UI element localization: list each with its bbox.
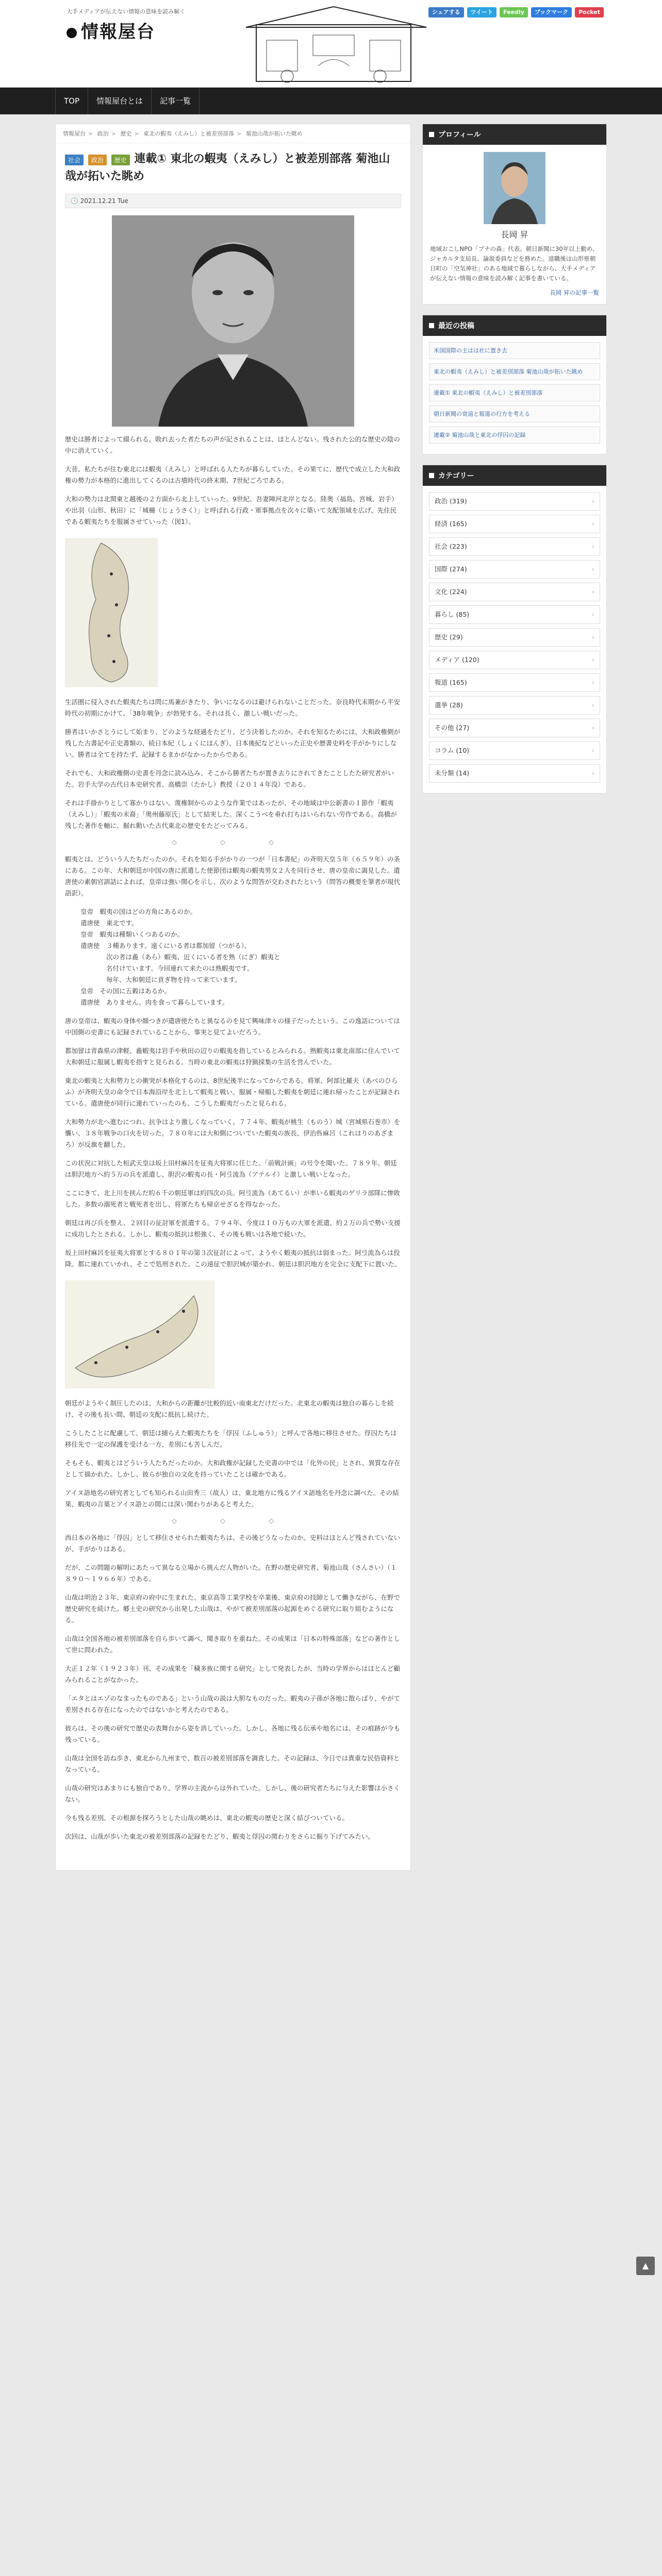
- category-item[interactable]: [429, 515, 600, 533]
- paragraph: 東北の蝦夷と大和勢力との衝突が本格化するのは、8世紀後半になってからである。将軍、阿部比羅夫（あべのひらふ）が斉明天皇の命令で日本海沿岸を北上して蝦夷と戦い、服属・帰順した蝦夷を朝廷に連れ帰ったことが記録されている。遣唐使が同行に連れていったのも、こうした蝦夷だったと見られる。: [65, 1077, 401, 1107]
- category-item[interactable]: [429, 651, 600, 669]
- paragraph: それは手掛かりとして寡かりはない。蔑権制からのような作業ではあったが、その地域は中公新書の１節作「蝦夷（えみし）」「蝦夷の末裔」「奥州藤原氏」として結実した。深くこうべを垂れ打ちはいられない労作である。高橋が残した著作を軸に、掘れ動いた古代東北の歴史をたどってみる。: [65, 799, 397, 829]
- post-date-text: 2021.12.21 Tue: [80, 197, 128, 205]
- chevron-right-icon: ›: [592, 769, 594, 777]
- share-facebook-button[interactable]: シェアする: [428, 7, 464, 18]
- chevron-right-icon: ›: [592, 611, 594, 618]
- breadcrumb-current: 菊池山哉が拓いた眺め: [245, 130, 303, 137]
- post-title-block: [56, 143, 410, 191]
- paragraph: 大昔、私たちが住む東北には蝦夷（えみし）と呼ばれる人たちが暮らしていた。その果てに、歴代で成立した大和政権の勢力が本格的に進出してくるのは古墳時代の終末期、7世紀ごろである。: [65, 465, 401, 484]
- paragraph: 大正１２年（１９２３年）刊、その成果を「穢多族に関する研究」として発表したが、当時の学界からはほとんど顧みられることがなかった。: [65, 1665, 401, 1684]
- paragraph: 山哉は全国各地の被差別部落を自ら歩いて調べ、聞き取りを重ねた。その成果は「日本の特殊部落」などの著作として世に問われた。: [65, 1635, 401, 1654]
- header-illustration: [225, 4, 457, 87]
- paragraph: 坂上田村麻呂を征夷大将軍とする８０１年の第３次征討によって、ようやく蝦夷の抵抗は弱まった。阿弖流為らは投降。都に連れていかれ、そこで処刑された。この遠征で胆沢城が築かれ、朝廷は胆沢地方を完全に支配下に置いた。: [65, 1249, 401, 1268]
- category-count: (27): [456, 724, 470, 732]
- article-main: [55, 124, 411, 1871]
- paragraph: 山哉は明治２３年、東京府の府中に生まれた。東京高等工業学校を卒業後、東京府の技師として働きながら、在野で歴史研究を続けた。郷土史の研究から出発した山哉は、やがて被差別部落の起源をめぐる研究に取り組むようになる。: [65, 1594, 401, 1624]
- paragraph: だが、この問題の解明にあたって異なる立場から挑んだ人物がいた。在野の歴史研究者、菊池山哉（さんさい）（１８９０〜１９６６年）である。: [65, 1564, 397, 1583]
- category-label: 社会: [435, 543, 448, 550]
- widget-marker-icon: [429, 132, 434, 137]
- category-count: (85): [456, 611, 470, 618]
- recent-post-link[interactable]: 朝日新聞の衰退と報道の行方を考える: [429, 405, 600, 422]
- paragraph: 大和勢力が北へ進むにつれ、抗争はより激しくなっていく。７７４年、蝦夷が桃生（ものう）城（宮城県石巻市）を襲い、３８年戦争の口火を切った。７８０年には大和側についていた蝦夷の族長、伊治呰麻呂（これはりのあざまろ）が反旗を翻した。: [65, 1118, 401, 1148]
- profile-widget: [422, 124, 607, 304]
- tag-society[interactable]: 社会: [65, 155, 84, 165]
- paragraph: 山哉は全国を訪ね歩き、東北から九州まで、数百の被差別部落を調査した。その記録は、今日では貴重な民俗資料となっている。: [65, 1754, 400, 1773]
- chevron-right-icon: ›: [592, 701, 594, 709]
- paragraph: 朝廷は再び兵を整え、２回目の征討軍を派遣する。７９４年、今度は１０万もの大軍を派遣、約２万の兵で勢い支援に成功したとされる。しかし、蝦夷の抵抗は根強く、その後も戦いは各地で続いた。: [65, 1219, 401, 1238]
- category-count: (274): [450, 565, 467, 573]
- dialog-line: 次の者は麁（あら）蝦夷、近くにいる者を熟（にぎ）蝦夷と: [80, 953, 280, 961]
- recent-widget-title: [423, 315, 606, 336]
- category-count: (120): [462, 656, 479, 664]
- paragraph: 今も残る差別。その根源を探ろうとした山哉の眺めは、東北の蝦夷の歴史と深く結びついている。: [65, 1814, 349, 1822]
- paragraph: アイヌ語地名の研究者としても知られる山田秀三（故人）は、東北地方に残るアイヌ語地名を丹念に調べた。その結果、蝦夷の言葉とアイヌ語との間には深い関わりがあると考えた。: [65, 1489, 399, 1508]
- category-label: 経済: [435, 520, 448, 528]
- category-item[interactable]: [429, 583, 600, 601]
- paragraph: 西日本の各地に「俘囚」として移住させられた蝦夷たちは、その後どうなったのか。史料はほとんど残されていないが、手がかりはある。: [65, 1534, 401, 1553]
- tag-politics[interactable]: 政治: [88, 155, 107, 165]
- widget-marker-icon: [429, 323, 434, 328]
- dialog-line: 皇帝 その国に五穀はあるか。: [80, 987, 171, 995]
- category-label: その他: [435, 724, 454, 732]
- section-divider: ◇ ◇ ◇: [171, 1517, 295, 1525]
- category-count: (223): [450, 543, 467, 550]
- category-label: 政治: [435, 497, 448, 505]
- paragraph: ここにきて、北上川を挟んだ約６千の朝廷軍は約四次の兵。阿弖流為（あてるい）が率いる蝦夷のゲリラ部隊に惨敗した。多数の溺死者と戦死者を出し、将軍たちも帰京せざるを得なかった。: [65, 1189, 400, 1208]
- category-label: メディア: [435, 656, 460, 664]
- category-label: 国際: [435, 565, 448, 573]
- category-label: 暮らし: [435, 611, 454, 618]
- map-figure-1: [65, 538, 158, 687]
- recent-posts-widget: [422, 315, 607, 454]
- sidebar: [422, 124, 607, 1871]
- site-logo[interactable]: [67, 18, 155, 43]
- nav-about[interactable]: 情報屋台とは: [88, 88, 152, 114]
- breadcrumb: 情報屋台 > 政治 > 歴史 > 東北の蝦夷（えみし）と被差別部落 > 菊池山哉が拓いた眺め: [56, 124, 410, 143]
- category-label: 歴史: [435, 633, 448, 641]
- category-count: (165): [450, 679, 467, 686]
- category-label: 報道: [435, 679, 448, 686]
- paragraph: 蝦夷とは、どういう人たちだったのか。それを知る手がかりの一つが「日本書紀」の斉明天皇５年（６５９年）の条にある。この年、大和朝廷が中国の唐に派遣した使節団は蝦夷の蝦夷男女２人を同行させ、唐の皇帝に謁見した。遣唐使の素朝官訓話によれば、皇帝は強い関心を示し、次のような問答が交わされたという（問答の概要を筆者が現代語訳）。: [65, 855, 401, 897]
- chevron-right-icon: ›: [592, 520, 594, 528]
- share-twitter-button[interactable]: ツイート: [467, 7, 496, 18]
- category-item[interactable]: [429, 605, 600, 624]
- chevron-right-icon: ›: [592, 543, 594, 550]
- category-item[interactable]: [429, 560, 600, 579]
- category-count: (29): [450, 633, 463, 641]
- paragraph: それでも、大和政権側の史書を丹念に読み込み、そこから勝者たちが置き去りにされてきたことしたた研究者がいた。岩手大学の古代日本史研究者、高橋崇（たかし）教授（２０１４年没）である。: [65, 769, 394, 788]
- recent-post-link[interactable]: 東北の蝦夷（えみし）と被差別部落 菊池山哉が拓いた眺め: [429, 363, 600, 380]
- paragraph: 勝者はいかさとうにして始まり、どのような経過をたどり、どう決着したのか。それを知るためには、大和政権側が残した古書記や正史書類の、続日本紀（しょくにほんぎ）、日本後紀などといった正史や歴書史料を手がかりにしない。勝者は全てを持たず、記録するまかがなかったからである。: [65, 728, 401, 758]
- profile-name: 長岡 昇: [501, 230, 528, 240]
- portrait-photo: [112, 215, 354, 427]
- chevron-right-icon: ›: [592, 656, 594, 664]
- breadcrumb-home[interactable]: 情報屋台: [63, 130, 86, 137]
- dialog-line: 皇帝 蝦夷の国はどの方角にあるのか。: [80, 908, 197, 916]
- paragraph: この状況に対抗した桓武天皇は坂上田村麻呂を征夷大将軍に任じた。「前戦計画」の号令を聞いた。７８９年、朝廷は胆沢地方へ約５万の兵を派遣し、胆沢の蝦夷の長・阿弖流為（アテルイ）と激しい戦いとなった。: [65, 1159, 397, 1178]
- tag-history[interactable]: 歴史: [111, 155, 130, 165]
- category-item[interactable]: [429, 628, 600, 647]
- post-date: 🕓 2021.12.21 Tue: [65, 194, 401, 208]
- recent-post-link[interactable]: 連載① 東北の蝦夷（えみし）と被差別部落: [429, 384, 600, 401]
- chevron-right-icon: ›: [592, 588, 594, 596]
- category-count: (165): [450, 520, 467, 528]
- paragraph: 大和の勢力は北関東と越後の２方面から北上していった。9世紀、吾妻陣河北岸となる。陸奥（福島、宮城、岩手）や出羽（山形、秋田）に「城柵（じょうさく）」と呼ばれる行政・軍事拠点を次々に築いて支配領域を広げ、先住民である蝦夷たちを服属させていった（図1）。: [65, 495, 398, 526]
- category-widget: [422, 465, 607, 793]
- share-hatena-button[interactable]: ブックマーク: [531, 7, 572, 18]
- chevron-right-icon: ›: [592, 497, 594, 505]
- breadcrumb-history[interactable]: 歴史: [120, 130, 132, 137]
- chevron-right-icon: ›: [592, 724, 594, 732]
- category-item[interactable]: [429, 537, 600, 556]
- paragraph: こうしたことに配慮して、朝廷は捕らえた蝦夷たちを「俘囚（ふしゅう）」と呼んで各地に移住させた。俘囚たちは移住先で一定の保護を受ける一方、差別にも苦しんだ。: [65, 1429, 397, 1448]
- category-label: 文化: [435, 588, 448, 596]
- logo-dot-icon: [67, 28, 77, 38]
- dialog-line: 遣唐使 ありません。肉を食って暮らしています。: [80, 998, 229, 1006]
- chevron-right-icon: ›: [592, 679, 594, 686]
- article-body: [56, 434, 410, 1842]
- paragraph: 彼らは、その後の研究で歴史の表舞台から姿を消していった。しかし、各地に残る伝承や地名には、その痕跡が今も残っている。: [65, 1724, 401, 1743]
- paragraph: 山哉の研究はあまりにも独自であり、学界の主流からは外れていた。しかし、後の研究者たちに与えた影響は小さくない。: [65, 1784, 401, 1803]
- dialog-line: 遣唐使 東北です。: [80, 919, 138, 927]
- paragraph: 唐の皇帝は、蝦夷の身体や顔つきが遣唐使たちと異なるのを見て興味津々の様子だったという。この逸話については中国側の史書にも記録されていることから、事実と見てよいだろう。: [65, 1017, 400, 1036]
- category-widget-title: [423, 465, 606, 486]
- breadcrumb-series[interactable]: 東北の蝦夷（えみし）と被差別部落: [143, 130, 235, 137]
- recent-post-link[interactable]: 米国国際の主はは社に置き去: [429, 342, 600, 359]
- dialog-line: 皇帝 蝦夷は種類いくつあるのか。: [80, 930, 184, 938]
- category-count: (14): [456, 769, 470, 777]
- paragraph: 朝廷がようやく制圧したのは、大和からの距離が比較的近い南東北だけだった。北東北の蝦夷は独自の暮らしを続け、その後も長い間、朝廷の支配に抵抗し続けた。: [65, 1399, 394, 1418]
- profile-more-link[interactable]: 長岡 昇の記事一覧: [550, 289, 599, 296]
- breadcrumb-politics[interactable]: 政治: [97, 130, 109, 137]
- category-item[interactable]: [429, 764, 600, 783]
- paragraph: 次回は、山哉が歩いた東北の被差別部落の記録をたどり、蝦夷と俘囚の関わりをさらに掘り下げてみたい。: [65, 1833, 375, 1840]
- post-title: 連載① 東北の蝦夷（えみし）と被差別部落 菊池山哉が拓いた眺め: [65, 152, 390, 183]
- map-figure-2: [65, 1280, 214, 1388]
- category-item[interactable]: [429, 492, 600, 511]
- share-feedly-button[interactable]: Feedly: [500, 7, 528, 18]
- dialog-block: [65, 906, 401, 1008]
- category-count: (319): [450, 497, 467, 505]
- paragraph: 歴史は勝者によって綴られる。敗れ去った者たちの声が記されることは、ほとんどない。残された公的な歴史の陰の中に消えていく。: [65, 435, 401, 454]
- category-item[interactable]: [429, 719, 600, 737]
- category-item[interactable]: [429, 741, 600, 760]
- paragraph: そもそも、蝦夷とはどういう人たちだったのか。大和政権が記録した史書の中では「化外の民」とされ、異質な存在として描かれた。しかし、彼らが独自の文化を持っていたことは確かである。: [65, 1459, 401, 1478]
- chevron-up-icon: ▲: [642, 2261, 649, 2270]
- nav-articles[interactable]: 記事一覧: [152, 88, 200, 114]
- paragraph: 生活圏に侵入された蝦夷たちは問に馬兼がきたり、争いになるのは避けられないことだった。奈良時代末期から平安時代の初期にかけて、「38年戦争」が勃発する。それは長く、激しい戦いだった。: [65, 698, 401, 717]
- paragraph: 「エタとはエゾのなまったものである」という山哉の説は大胆なものだった。蝦夷の子孫が各地に散らばり、やがて差別される存在になったのではないかと考えたのである。: [65, 1694, 401, 1714]
- profile-description: 地域おこしNPO「ブナの森」代表。朝日新聞に30年以上勤め、ジャカルタ支局長、論説委員などを務めた。退職後は山形県朝日町の「空気神社」のある地域で暮らしながら、大手メディアが伝えない情報の意味を読み解く記事を書いている。: [430, 245, 599, 282]
- category-label: コラム: [435, 747, 454, 754]
- site-tagline: 大手メディアが伝えない情報の意味を読み解く: [67, 8, 186, 15]
- recent-title: 最近の投稿: [438, 322, 474, 330]
- category-count: (224): [450, 588, 467, 596]
- nav-top[interactable]: TOP: [55, 88, 88, 114]
- recent-post-link[interactable]: 連載② 菊池山哉と東北の俘囚の記録: [429, 427, 600, 444]
- logo-text: 情報屋台: [81, 22, 155, 42]
- site-header: [0, 0, 662, 88]
- share-pocket-button[interactable]: Pocket: [575, 7, 604, 18]
- category-label: 選挙: [435, 701, 448, 709]
- dialog-line: 遣唐使 ３種あります。遠くにいる者は都加留（つがる）、: [80, 942, 251, 950]
- category-count: (28): [450, 701, 463, 709]
- dialog-line: 毎年、大和朝廷に貢ぎ物を持って来ています。: [80, 976, 241, 984]
- category-label: 未分類: [435, 769, 454, 777]
- chevron-right-icon: ›: [592, 633, 594, 641]
- category-item[interactable]: [429, 673, 600, 692]
- widget-marker-icon: [429, 473, 434, 478]
- section-divider: ◇ ◇ ◇: [171, 839, 295, 846]
- avatar: [484, 152, 545, 224]
- global-nav: [0, 88, 662, 114]
- dialog-line: 名付けています。今回連れて来たのは熟蝦夷です。: [80, 964, 254, 972]
- paragraph: 都加留は青森県の津軽、麁蝦夷は岩手や秋田の辺りの蝦夷を指しているとみられる。熟蝦夷は東北南部に住んでいて大和朝廷に服属し蝦夷を指すと見られる。当時の東北の蝦夷は狩猟採集の生活を営んでいた。: [65, 1047, 401, 1066]
- category-item[interactable]: [429, 696, 600, 715]
- back-to-top-button[interactable]: [636, 2257, 655, 2275]
- share-buttons: [428, 7, 604, 18]
- category-title: カテゴリー: [438, 472, 474, 480]
- category-count: (10): [456, 747, 470, 754]
- chevron-right-icon: ›: [592, 747, 594, 754]
- profile-title: プロフィール: [438, 131, 481, 139]
- chevron-right-icon: ›: [592, 565, 594, 573]
- profile-widget-title: [423, 124, 606, 145]
